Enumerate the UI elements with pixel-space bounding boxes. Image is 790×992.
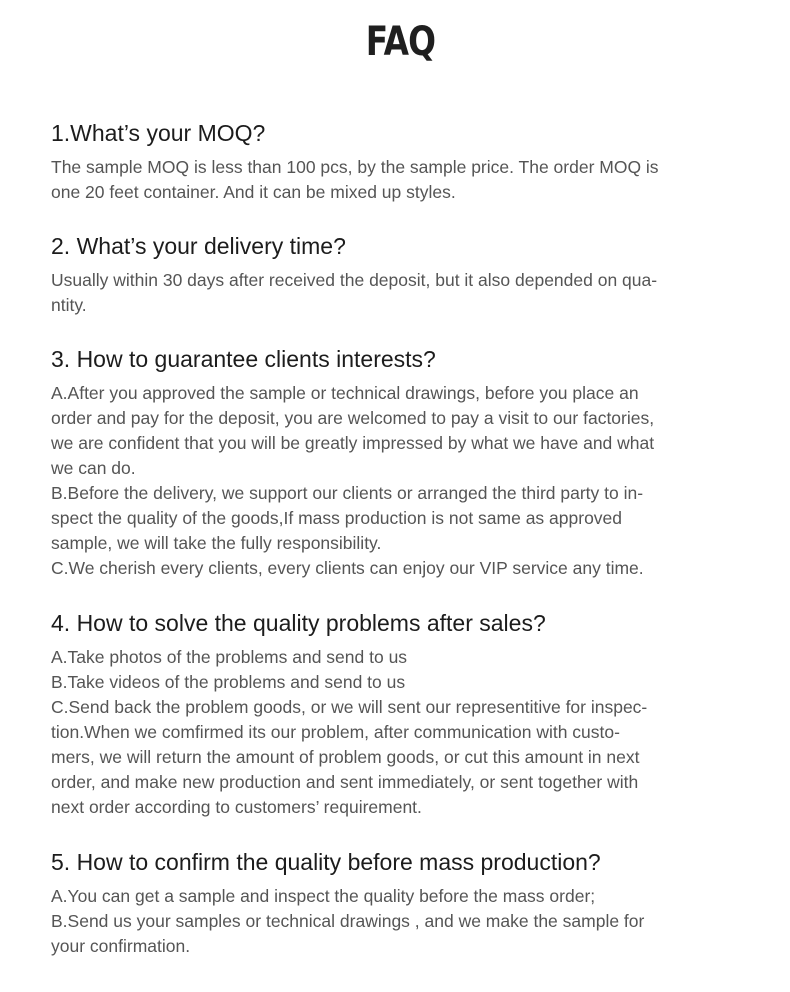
answer-line: A.You can get a sample and inspect the quality before the mass order; bbox=[51, 886, 596, 906]
answer-line: order and pay for the deposit, you are welcomed to pay a visit to our factories, bbox=[51, 408, 655, 428]
answer-line: your confirmation. bbox=[51, 936, 191, 956]
faq-item-after-sales bbox=[51, 609, 760, 820]
answer-line: we are confident that you will be greatly impressed by what we have and what bbox=[51, 433, 655, 453]
faq-answer bbox=[51, 645, 760, 820]
answer-line: A.After you approved the sample or technical drawings, before you place an bbox=[51, 383, 639, 403]
answer-line: we can do. bbox=[51, 458, 136, 478]
faq-question: 2. What’s your delivery time? bbox=[51, 233, 346, 259]
faq-answer bbox=[51, 155, 760, 205]
faq-answer bbox=[51, 381, 760, 581]
answer-line: C.Send back the problem goods, or we will sent our representitive for inspec- bbox=[51, 697, 648, 717]
answer-line: C.We cherish every clients, every clients can enjoy our VIP service any time. bbox=[51, 558, 644, 578]
answer-line: The sample MOQ is less than 100 pcs, by the sample price. The order MOQ is bbox=[51, 157, 659, 177]
answer-line: A.Take photos of the problems and send to us bbox=[51, 647, 408, 667]
faq-item-delivery-time bbox=[51, 232, 760, 318]
answer-line: Usually within 30 days after received the deposit, but it also depended on qua- bbox=[51, 270, 658, 290]
faq-question: 4. How to solve the quality problems after sales? bbox=[51, 610, 546, 636]
answer-line: mers, we will return the amount of problem goods, or cut this amount in next bbox=[51, 747, 640, 767]
answer-line: one 20 feet container. And it can be mixed up styles. bbox=[51, 182, 456, 202]
faq-answer bbox=[51, 268, 760, 318]
faq-answer bbox=[51, 884, 760, 959]
answer-line: tion.When we comfirmed its our problem, after communication with custo- bbox=[51, 722, 620, 742]
faq-item-moq bbox=[51, 119, 760, 205]
answer-line: next order according to customers’ requirement. bbox=[51, 797, 422, 817]
answer-line: B.Take videos of the problems and send to us bbox=[51, 672, 406, 692]
answer-line: spect the quality of the goods,If mass production is not same as approved bbox=[51, 508, 623, 528]
answer-line: sample, we will take the fully responsibility. bbox=[51, 533, 382, 553]
answer-line: B.Send us your samples or technical drawings , and we make the sample for bbox=[51, 911, 645, 931]
page-title: FAQ bbox=[365, 19, 436, 65]
answer-line: ntity. bbox=[51, 295, 87, 315]
faq-item-confirm-quality bbox=[51, 848, 760, 959]
faq-item-guarantee bbox=[51, 345, 760, 581]
faq-question: 5. How to confirm the quality before mass production? bbox=[51, 849, 601, 875]
faq-question: 3. How to guarantee clients interests? bbox=[51, 346, 436, 372]
faq-question: 1.What’s your MOQ? bbox=[51, 120, 266, 146]
answer-line: order, and make new production and sent immediately, or sent together with bbox=[51, 772, 639, 792]
answer-line: B.Before the delivery, we support our clients or arranged the third party to in- bbox=[51, 483, 644, 503]
